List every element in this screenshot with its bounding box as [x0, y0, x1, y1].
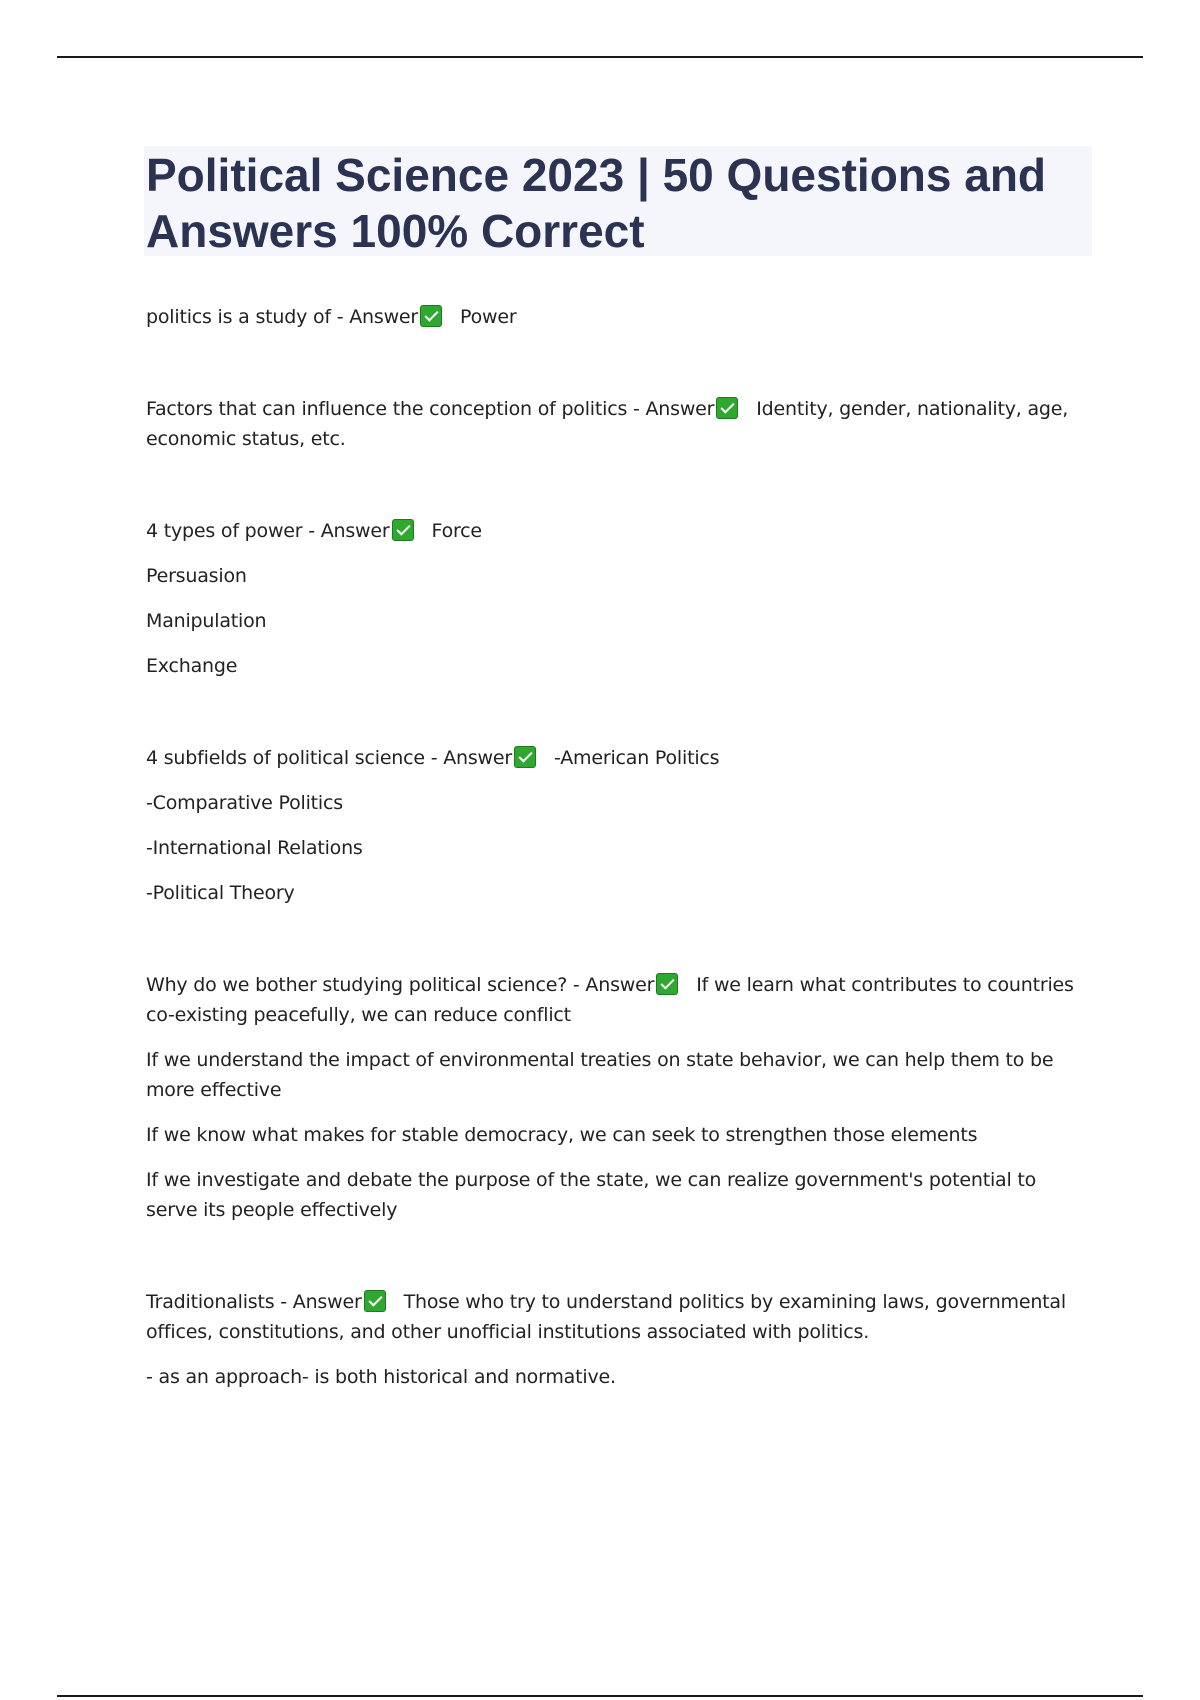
answer-text: Power — [460, 306, 517, 328]
title-banner — [144, 146, 1092, 256]
check-mark-icon — [364, 1290, 386, 1312]
question-prompt: Traditionalists - Answer — [146, 1291, 362, 1313]
qa-entry — [146, 302, 1086, 332]
question-line — [146, 516, 1086, 546]
answer-continuation: If we investigate and debate the purpose of the state, we can realize government's potential to serve its people effectively — [146, 1169, 1037, 1221]
bottom-rule — [57, 1695, 1143, 1697]
check-mark-icon — [392, 519, 414, 541]
question-line — [146, 743, 1086, 773]
answer-text: Force — [431, 520, 482, 542]
qa-entry — [146, 394, 1086, 454]
check-mark-icon — [656, 973, 678, 995]
question-prompt: 4 subfields of political science - Answer — [146, 747, 513, 769]
question-line — [146, 394, 1086, 454]
answer-text: Those who try to understand politics by examining laws, governmental offices, constitutions, and other unofficial institutions associated with politics. — [146, 1291, 1066, 1343]
question-line — [146, 970, 1086, 1030]
qa-entry — [146, 970, 1086, 1225]
answer-continuation: -International Relations — [146, 837, 363, 859]
question-prompt: 4 types of power - Answer — [146, 520, 390, 542]
answer-continuation: -Political Theory — [146, 882, 295, 904]
document-title: Political Science 2023 | 50 Questions and Answers 100% Correct — [146, 149, 1047, 257]
answer-text: -American Politics — [554, 747, 720, 769]
answer-continuation: - as an approach- is both historical and normative. — [146, 1366, 616, 1388]
top-rule — [57, 56, 1143, 58]
answer-text: If we learn what contributes to countries co-existing peacefully, we can reduce conflict — [146, 974, 1074, 1026]
answer-continuation: If we understand the impact of environmental treaties on state behavior, we can help them to be more effective — [146, 1049, 1054, 1101]
answer-text: Identity, gender, nationality, age, economic status, etc. — [146, 398, 1069, 450]
question-prompt: Factors that can influence the conception of politics - Answer — [146, 398, 715, 420]
question-line — [146, 1287, 1086, 1347]
answer-continuation: Persuasion — [146, 565, 247, 587]
answer-continuation: Manipulation — [146, 610, 267, 632]
question-line — [146, 302, 1086, 332]
check-mark-icon — [716, 397, 738, 419]
qa-entry — [146, 1287, 1086, 1392]
answer-continuation: Exchange — [146, 655, 238, 677]
qa-entry — [146, 743, 1086, 908]
qa-list — [146, 302, 1086, 1392]
check-mark-icon — [514, 746, 536, 768]
answer-continuation: If we know what makes for stable democracy, we can seek to strengthen those elements — [146, 1124, 978, 1146]
qa-entry — [146, 516, 1086, 681]
check-mark-icon — [420, 305, 442, 327]
question-prompt: politics is a study of - Answer — [146, 306, 419, 328]
question-prompt: Why do we bother studying political science? - Answer — [146, 974, 655, 996]
answer-continuation: -Comparative Politics — [146, 792, 343, 814]
